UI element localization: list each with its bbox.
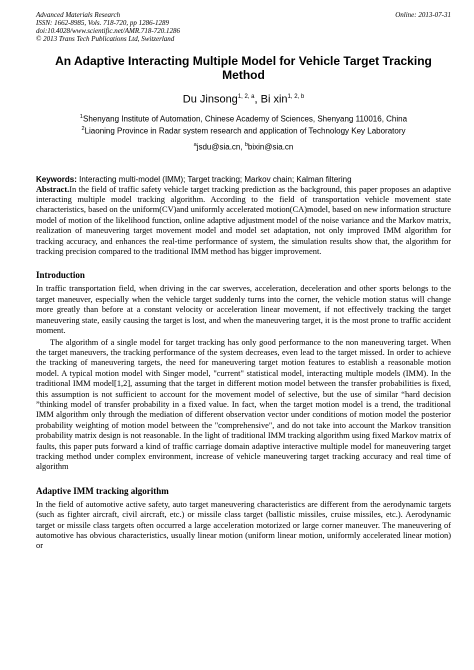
affiliation-text: Shenyang Institute of Automation, Chinese Academy of Sciences, Shenyang 110016, China bbox=[82, 114, 408, 124]
journal-name: Advanced Materials Research bbox=[36, 11, 121, 19]
affiliation-text: Liaoning Province in Radar system research and application of Technology Key Laboratory bbox=[84, 126, 406, 136]
author-separator: , bbox=[254, 93, 261, 106]
affiliation bbox=[36, 112, 451, 125]
email-line bbox=[36, 140, 451, 153]
keywords-text: Interacting multi-model (IMM); Target tracking; Markov chain; Kalman filtering bbox=[76, 174, 352, 184]
keywords bbox=[36, 174, 451, 185]
journal-doi: doi:10.4028/www.scientific.net/AMR.718-720.1286 bbox=[36, 27, 180, 35]
journal-issn: ISSN: 1662-8985, Vols. 718-720, pp 1286-1289 bbox=[36, 19, 169, 27]
author-line bbox=[36, 91, 451, 107]
body-paragraph: The algorithm of a single model for target tracking has only good performance to the non maneuvering target. When the target maneuvers, the tracking performance of the system decreases, even lead to the target missed. In order to achieve the tracking of maneuvering targets, the need for maneuvering target motion features to establish a reasonable motion model. A typical motion model with Singer model, "current" statistical model, interacting multiple models (IMM). In the traditional IMM model[1,2], assuming that the target in different motion model between the transfer probabilities is fixed, this assumption is not sufficient to account for the movement model of selective, but the use of similar “hard decision ”thinking model of transfer probability in a fixed value. In fact, when the target motion model is a trend, the traditional IMM algorithm only through the mediation of different observation vector under conditions of motion model the posterior probability weighting of motion model between the "comprehensive", and do not take into account the Markov transition probability matrix design is not reasonable. In the light of traditional IMM tracking algorithm using fixed Markov matrix of faults, this paper puts forward a kind of traffic carriage domain adaptive interactive multiple model for maneuvering target tracking method under complex environment, increase of vehicle maneuvering target tracking accuracy and real time of algorithm bbox=[36, 337, 451, 472]
author-affiliation-marker: 1, 2, b bbox=[287, 94, 305, 100]
author-name: Du Jinsong bbox=[182, 93, 238, 106]
affiliation-marker: 1 bbox=[79, 113, 83, 120]
online-date: Online: 2013-07-31 bbox=[395, 11, 451, 19]
author-affiliation-marker: 1, 2, a bbox=[237, 94, 255, 100]
abstract bbox=[36, 185, 451, 258]
journal-info bbox=[36, 11, 180, 43]
email-marker: a bbox=[193, 141, 197, 148]
abstract-text: In the field of traffic safety vehicle target tracking prediction as the background, this paper proposes an adaptive interacting multiple model tracking algorithm. According to the field of transportation vehicle movement state characteristics, based on the uniform(CV)and uniformly accelerated motion(CA)model, based on new information structure model of motion of the likelihood function, online adaptive adjustment model of the noise variance and the Markov matrix, realization of maneuvering target movement model and model set adaptation, not only improved IMM algorithm for tracking accuracy, and enhances the real-time performance of system, the simulation results show that, the algorithm for tracking precision compared to the traditional IMM method has bigger improvement. bbox=[36, 184, 451, 257]
section-heading: Adaptive IMM tracking algorithm bbox=[36, 485, 169, 496]
keywords-label: Keywords: bbox=[36, 174, 77, 184]
affiliation bbox=[36, 124, 451, 137]
section-heading: Introduction bbox=[36, 270, 85, 281]
email-address: bixin@sia.cn bbox=[247, 142, 294, 152]
body-paragraph: In the field of automotive active safety, auto target maneuvering characteristics are different from the aerodynamic targets (such as fighter aircraft, civil aircraft, etc.) or missile class target (ballistic missiles, cruise missiles, etc.). Aerodynamic target or missile class targets often occurred a large acceleration motorized or large corner maneuver. The maneuvering of automotive has obvious characteristics, usually linear motion (uniform linear motion, uniformly accelerated linear motion) or bbox=[36, 499, 451, 551]
author-name: Bi xin bbox=[260, 93, 288, 106]
journal-copyright: © 2013 Trans Tech Publications Ltd, Switzerland bbox=[36, 35, 175, 43]
email-marker: b bbox=[244, 141, 248, 148]
body-paragraph: In traffic transportation field, when driving in the car swerves, acceleration, deceleration and other sports belongs to the target maneuver, especially when the vehicle target suddenly turns into the corner, the vehicle motion status will change more greatly than before at a constant velocity or acceleration linear movement, if not effectively tracking the target maneuvering state, easily causing the target is lost, and when the maneuvering target, it is the most prone to traffic accident moment. bbox=[36, 284, 451, 336]
abstract-label: Abstract. bbox=[36, 184, 70, 194]
journal-header bbox=[36, 0, 451, 43]
affiliation-marker: 2 bbox=[81, 126, 85, 133]
email-address: jsdu@sia.cn, bbox=[196, 142, 245, 152]
paper-title: An Adaptive Interacting Multiple Model for Vehicle Target Tracking Method bbox=[55, 54, 432, 82]
